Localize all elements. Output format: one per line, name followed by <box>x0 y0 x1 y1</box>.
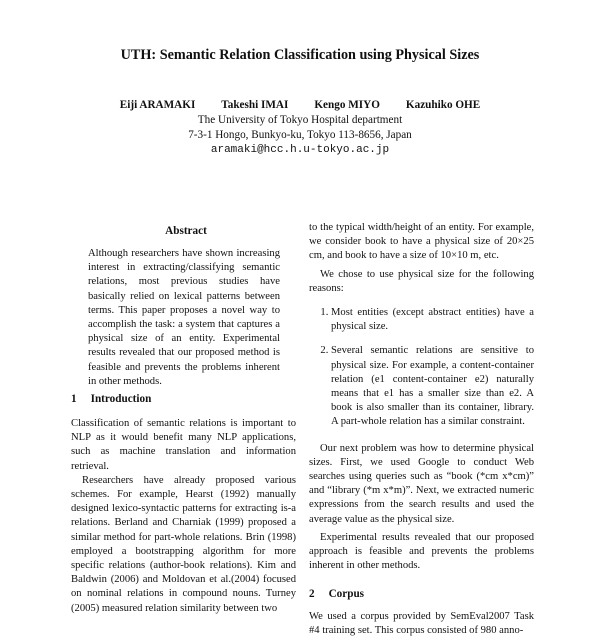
author: Kengo MIYO <box>314 99 380 111</box>
paper-title: UTH: Semantic Relation Classification using Physical Sizes <box>120 47 480 63</box>
affiliation-address: 7-3-1 Hongo, Bunkyo-ku, Tokyo 113-8656, Japan <box>188 129 412 141</box>
author: Takeshi IMAI <box>221 99 289 111</box>
author: Eiji ARAMAKI <box>119 99 196 111</box>
section-number: 1 <box>71 393 77 405</box>
abstract-text: Although researchers have shown increasing interest in extracting/classifying semantic relations, most previous studies have basically relied on lexical patterns between terms. This paper proposes a novel way to accomplish the task: a system that captures a physical size of an entity. Experimental results revealed that our proposed method is feasible and prevents the problems inherent in other methods. <box>88 248 280 387</box>
author: Kazuhiko OHE <box>405 99 481 111</box>
section-title: Corpus <box>328 588 365 601</box>
paragraph: to the typical width/height of an entity. For example, we consider book to have a physical size of 20×25 cm, and book to have a size of 10×10 m, etc. <box>309 222 534 262</box>
right-column <box>309 221 534 638</box>
paragraph: We chose to use physical size for the following reasons: <box>309 268 534 294</box>
section-1-heading <box>71 392 296 407</box>
reasons-list <box>309 306 534 430</box>
author-email: aramaki@hcc.h.u-tokyo.ac.jp <box>210 144 390 156</box>
paragraph: We used a corpus provided by SemEval2007 Task #4 training set. This corpus consisted of 980 anno- <box>309 610 534 636</box>
paragraph: Experimental results revealed that our proposed approach is feasible and prevents the problems inherent in other methods. <box>309 531 534 572</box>
paragraph: Researchers have already proposed various schemes. For example, Hearst (1992) manually designed lexico-syntactic patterns for extracting is-a relations. Berland and Charniak (1999) proposed a similar method for part-whole relations. Brin (1998) employed a bootstrapping algorithm for more specific relations (author-book relations). Kim and Baldwin (2006) and Moldovan et al.(2004) focused on nominal relations in compound nouns. Turney (2005) measured relation similarity between two <box>71 474 296 614</box>
author-list <box>0 99 600 111</box>
list-item: 2. Several semantic relations are sensitive to physical size. For example, a content-container relation (e1 content-container e2) naturally means that e1 has a smaller size than e2. A book is also smaller than its container, library. A part-whole relation has a similar constraint. <box>331 344 534 429</box>
abstract-heading: Abstract <box>165 225 207 237</box>
list-item: 1. Most entities (except abstract entities) have a physical size. <box>331 306 534 334</box>
affiliation-dept: The University of Tokyo Hospital department <box>197 114 403 126</box>
paragraph: Our next problem was how to determine physical sizes. First, we used Google to conduct Web searches using queries such as “book (*cm x*cm)” and “library (*m x*m)”. Next, we extracted numeric expressions from the search results and used the average value as the physical size. <box>309 442 534 525</box>
section-1-body <box>71 417 296 616</box>
section-number: 2 <box>309 588 315 601</box>
paragraph: Classification of semantic relations is important to NLP as it would benefit many NLP applications, such as machine translation and information retrieval. <box>71 418 296 472</box>
section-title: Introduction <box>90 393 152 405</box>
